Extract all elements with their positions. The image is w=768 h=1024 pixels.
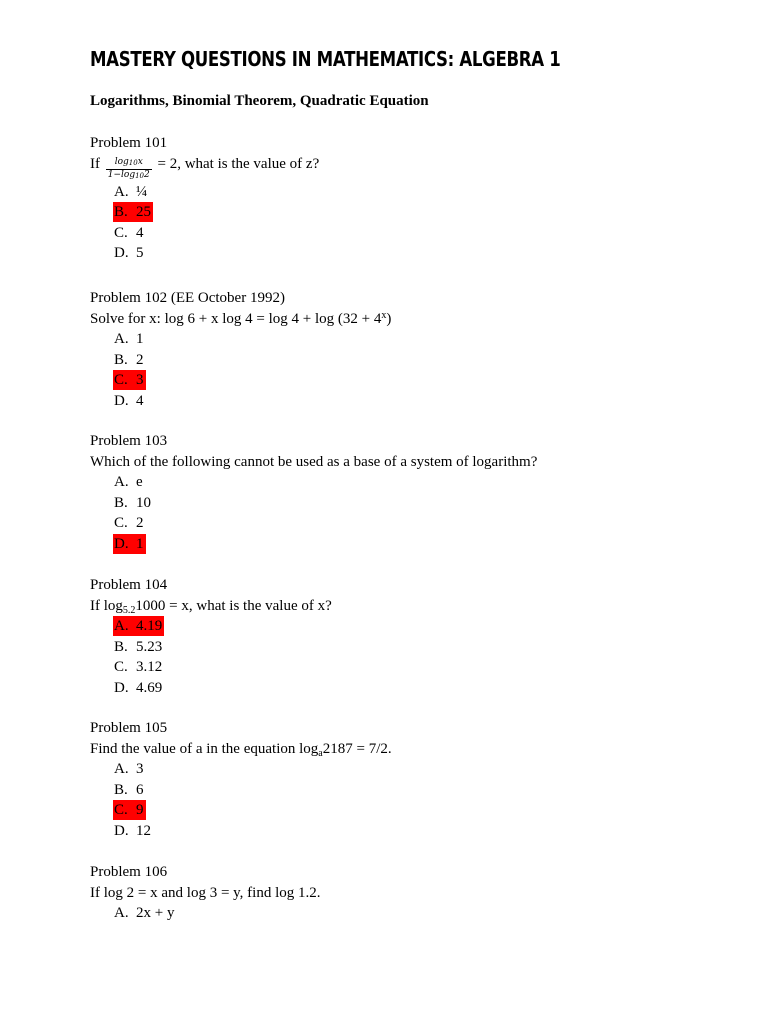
choice-a: A. 3 [114, 761, 144, 777]
choice-b: B. 5.23 [114, 638, 163, 655]
subscript: a [318, 747, 323, 759]
problem-question: If log 2 = x and log 3 = y, find log 1.2. [90, 884, 321, 901]
problem-106 [90, 862, 321, 924]
choice-a: A. ¼ [114, 183, 148, 200]
problem-question [90, 154, 319, 182]
choice-c-correct: C. 3 [114, 372, 144, 388]
problem-103 [90, 431, 537, 554]
choice-list [90, 903, 321, 924]
problem-question: Solve for x: log 6 + x $\log 4 = \log 4 + \log (32 + 4^x)$ [90, 309, 392, 327]
choice-a: A. e [114, 474, 143, 490]
choice-list [90, 182, 319, 264]
problem-101 [90, 133, 319, 264]
choice-d: D. 4.69 [114, 679, 163, 696]
problem-heading: Problem 105 [90, 720, 168, 736]
problem-heading: Problem 103 [90, 433, 168, 449]
choice-b: B. 10 [114, 494, 151, 511]
fraction-numerator: log10x [106, 157, 152, 170]
question-suffix: = 2, what is the value of z? [153, 155, 320, 172]
choice-a: A. 2x + y [114, 905, 175, 921]
choice-d: D. 4 [114, 392, 144, 409]
choice-list [90, 616, 332, 698]
choice-d: D. 12 [114, 822, 151, 839]
problem-question: If $\log_{5.2}1000 = x$, what is the value of x? [90, 597, 332, 616]
document-subtitle: Logarithms, Binomial Theorem, Quadratic Equation [90, 93, 429, 109]
problem-heading: Problem 104 [90, 577, 168, 593]
problem-105 [90, 718, 392, 841]
problem-104 [90, 575, 332, 698]
document-title: MASTERY QUESTIONS IN MATHEMATICS: ALGEBRA 1 [90, 47, 561, 71]
choice-b: B. 2 [114, 351, 144, 368]
fraction [106, 157, 152, 182]
choice-list [90, 329, 391, 411]
problem-heading: Problem 101 [90, 135, 168, 151]
choice-c: C. 2 [114, 515, 144, 531]
choice-a-correct: A. 4.19 [114, 618, 163, 634]
choice-b-correct: B. 25 [114, 204, 151, 220]
choice-c-correct: C. 9 [114, 802, 144, 818]
fraction-denominator: 1−log102 [107, 169, 150, 180]
problem-102 [90, 288, 391, 411]
choice-d-correct: D. 1 [114, 535, 144, 552]
choice-c: C. 3.12 [114, 659, 163, 675]
problem-question: Find the value of a in the equation $\log_a2187 = 7/2$. [90, 740, 392, 759]
superscript: x [381, 309, 387, 321]
problem-question: Which of the following cannot be used as a base of a system of logarithm? [90, 453, 538, 470]
choice-d: D. 5 [114, 245, 144, 261]
question-prefix: If [90, 155, 100, 172]
choice-b: B. 6 [114, 781, 144, 798]
problem-heading: Problem 106 [90, 864, 168, 880]
choice-list [90, 472, 537, 554]
choice-a: A. 1 [114, 331, 144, 347]
choice-c: C. 4 [114, 224, 144, 241]
problem-heading: Problem 102 (EE October 1992) [90, 290, 285, 306]
choice-list [90, 759, 392, 841]
subscript: 5.2 [122, 604, 136, 616]
